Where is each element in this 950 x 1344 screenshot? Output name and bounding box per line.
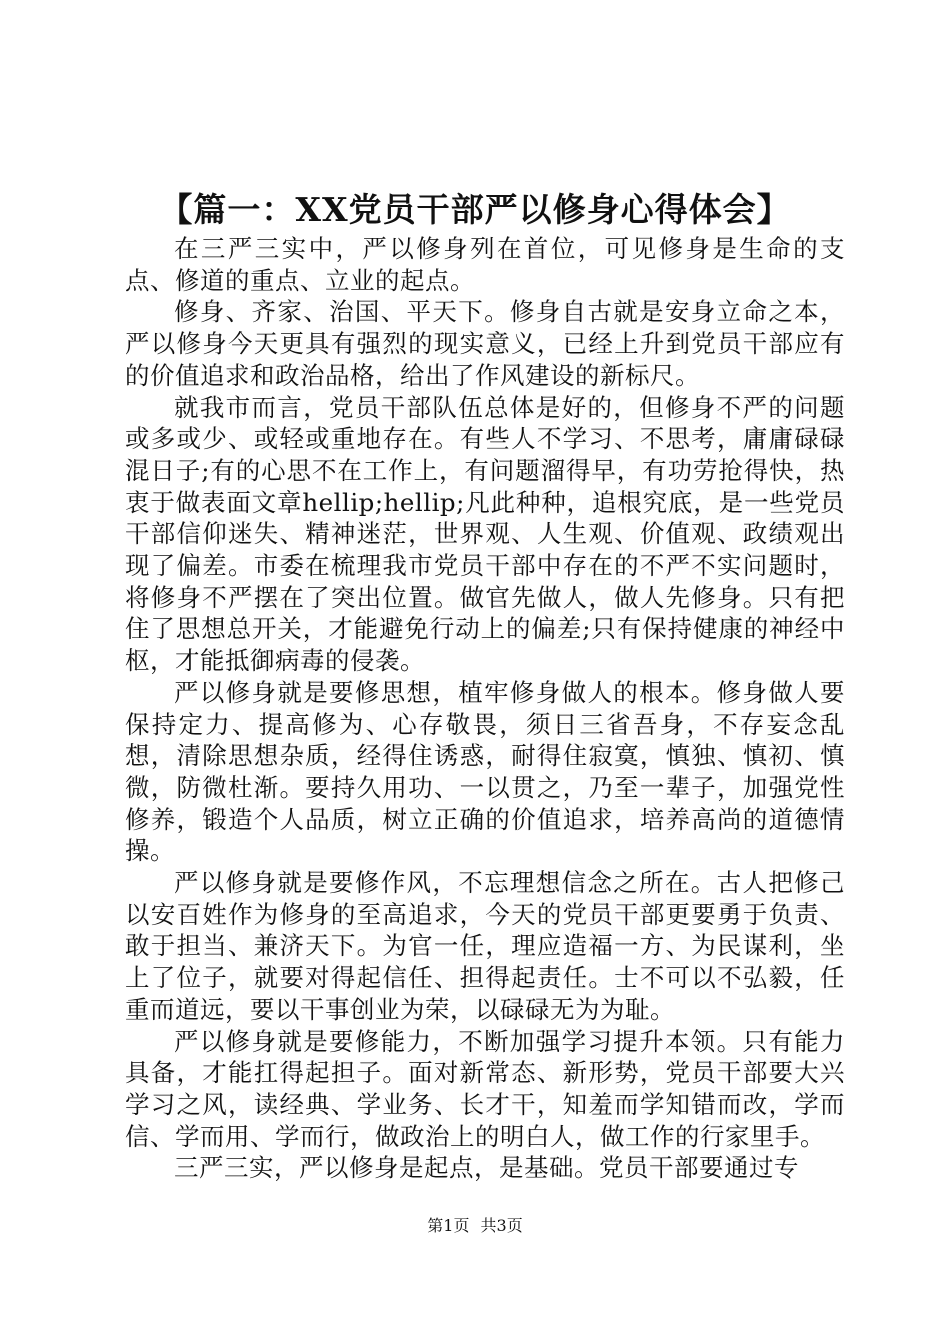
page-number-footer: 第1页 共3页 xyxy=(427,1216,523,1235)
paragraph-5: 严以修身就是要修作风，不忘理想信念之所在。古人把修己以安百姓作为修身的至高追求，今天的党员干部更要勇于负责、敢于担当、兼济天下。为官一任，理应造福一方、为民谋利，坐上了位子，就要对得起信任、担得起责任。士不可以不弘毅，任重而道远，要以干事创业为荣，以碌碌无为为耻。 xyxy=(125,868,845,1024)
paragraph-3: 就我市而言，党员干部队伍总体是好的，但修身不严的问题或多或少、或轻或重地存在。有些人不学习、不思考，庸庸碌碌混日子;有的心思不在工作上，有问题溜得早，有功劳抢得快，热衷于做表面文章hellip;hellip;凡此种种，追根究底，是一些党员干部信仰迷失、精神迷茫，世界观、人生观、价值观、政绩观出现了偏差。市委在梳理我市党员干部中存在的不严不实问题时，将修身不严摆在了突出位置。做官先做人，做人先修身。只有把住了思想总开关，才能避免行动上的偏差;只有保持健康的神经中枢，才能抵御病毒的侵袭。 xyxy=(125,392,845,676)
paragraph-4: 严以修身就是要修思想，植牢修身做人的根本。修身做人要保持定力、提高修为、心存敬畏，须日三省吾身，不存妄念乱想，清除思想杂质，经得住诱惑，耐得住寂寞，慎独、慎初、慎微，防微杜渐。要持久用功、一以贯之，乃至一辈子，加强党性修养，锻造个人品质，树立正确的价值追求，培养高尚的道德情操。 xyxy=(125,677,845,866)
paragraph-7: 三严三实，严以修身是起点，是基础。党员干部要通过专 xyxy=(174,1153,799,1183)
paragraph-2: 修身、齐家、治国、平天下。修身自古就是安身立命之本，严以修身今天更具有强烈的现实意义，已经上升到党员干部应有的价值追求和政治品格，给出了作风建设的新标尺。 xyxy=(125,297,845,390)
document-title: 【篇一：XX党员干部严以修身心得体会】 xyxy=(159,190,791,229)
document-body xyxy=(125,233,845,1184)
paragraph-1: 在三严三实中，严以修身列在首位，可见修身是生命的支点、修道的重点、立业的起点。 xyxy=(125,234,845,295)
paragraph-6: 严以修身就是要修能力，不断加强学习提升本领。只有能力具备，才能扛得起担子。面对新常态、新形势，党员干部要大兴学习之风，读经典、学业务、长才干，知羞而学知错而改，学而信、学而用、学而行，做政治上的明白人，做工作的行家里手。 xyxy=(125,1026,845,1151)
